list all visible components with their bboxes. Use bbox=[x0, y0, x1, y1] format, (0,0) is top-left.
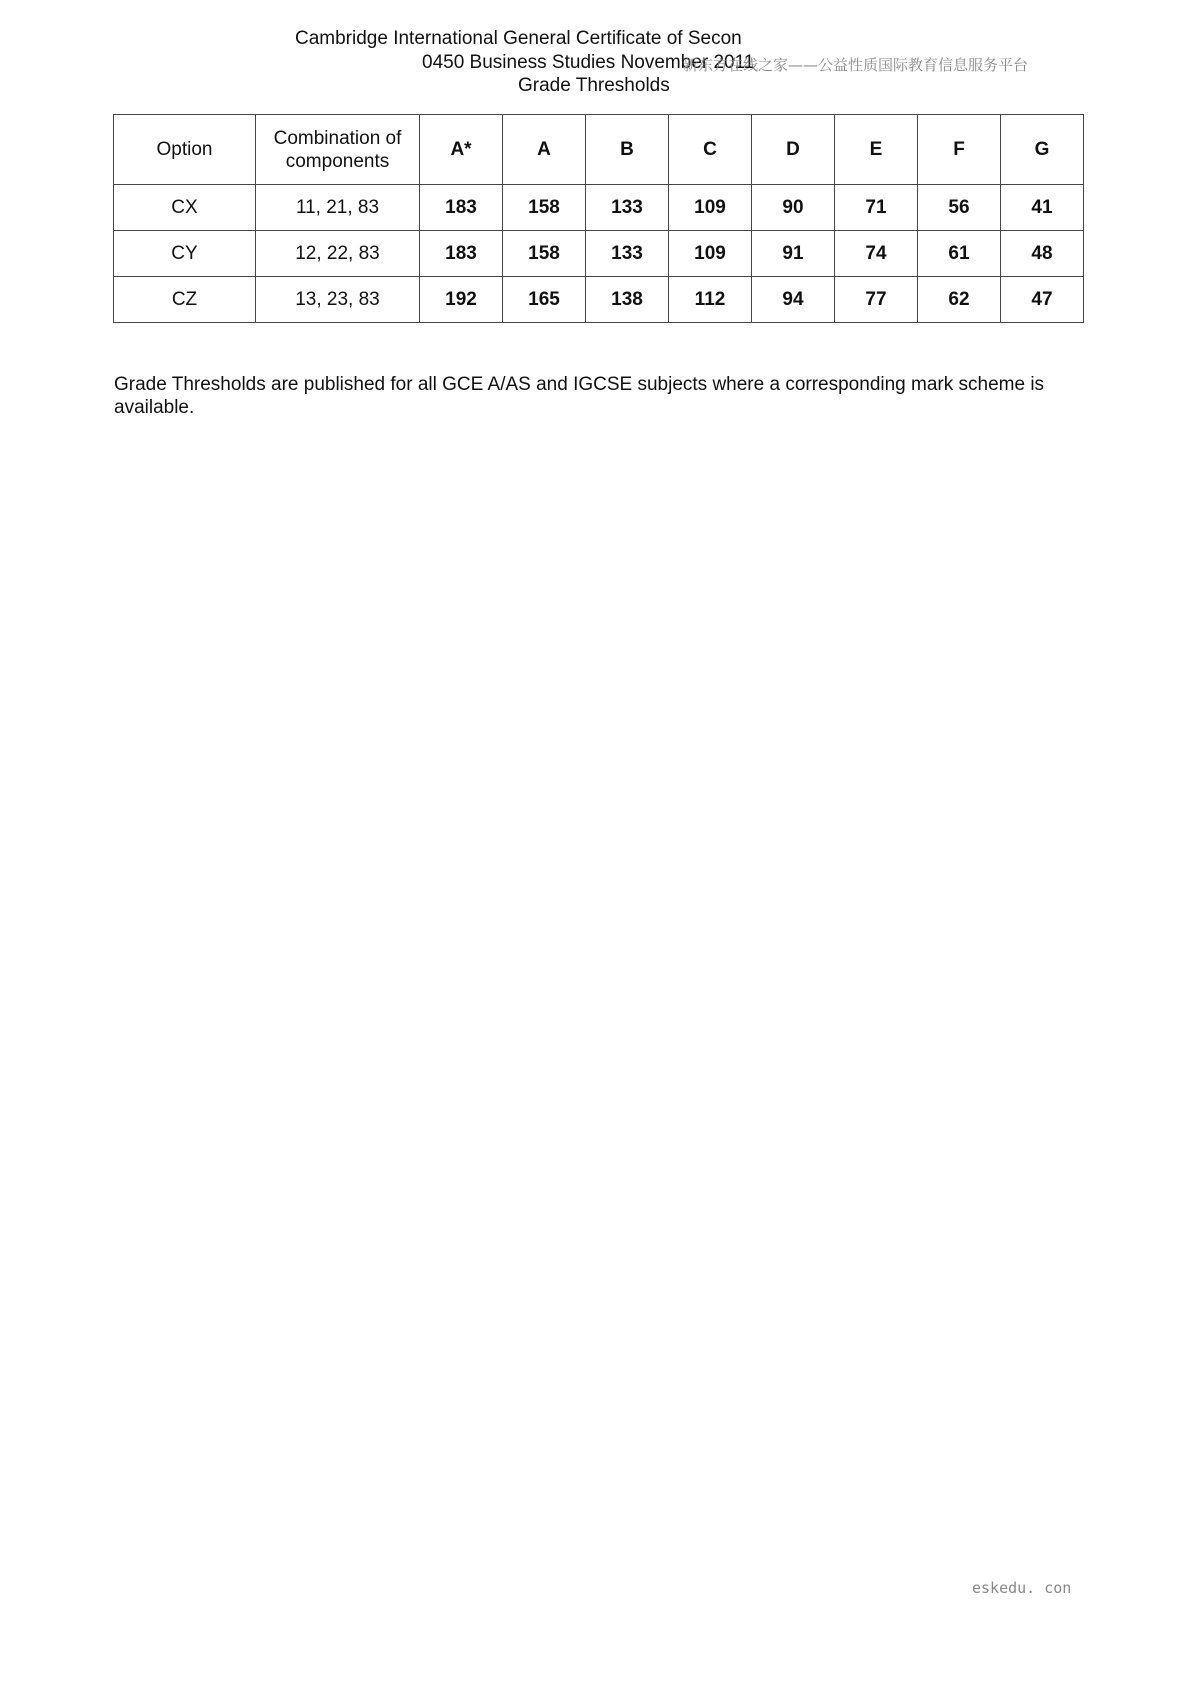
column-header-grade: F bbox=[918, 115, 1001, 185]
column-header-grade: A bbox=[503, 115, 586, 185]
combination-cell: 11, 21, 83 bbox=[256, 185, 420, 231]
column-header-grade: G bbox=[1001, 115, 1084, 185]
column-header-grade: D bbox=[752, 115, 835, 185]
threshold-cell: 94 bbox=[752, 277, 835, 323]
threshold-cell: 62 bbox=[918, 277, 1001, 323]
document-title: Cambridge International General Certificate of Secon bbox=[295, 28, 742, 49]
column-header-grade: A* bbox=[420, 115, 503, 185]
table-header-row bbox=[114, 115, 1084, 185]
column-header-option: Option bbox=[114, 115, 256, 185]
threshold-cell: 109 bbox=[669, 185, 752, 231]
threshold-cell: 138 bbox=[586, 277, 669, 323]
combination-cell: 13, 23, 83 bbox=[256, 277, 420, 323]
table-row bbox=[114, 277, 1084, 323]
threshold-cell: 61 bbox=[918, 231, 1001, 277]
footer-watermark: eskedu. con bbox=[972, 1579, 1072, 1597]
option-cell: CZ bbox=[114, 277, 256, 323]
column-header-grade: E bbox=[835, 115, 918, 185]
threshold-cell: 183 bbox=[420, 231, 503, 277]
document-heading: Grade Thresholds bbox=[518, 75, 670, 96]
threshold-cell: 133 bbox=[586, 231, 669, 277]
column-header-grade: B bbox=[586, 115, 669, 185]
option-cell: CY bbox=[114, 231, 256, 277]
threshold-cell: 192 bbox=[420, 277, 503, 323]
combination-cell: 12, 22, 83 bbox=[256, 231, 420, 277]
threshold-cell: 158 bbox=[503, 185, 586, 231]
threshold-cell: 90 bbox=[752, 185, 835, 231]
threshold-cell: 158 bbox=[503, 231, 586, 277]
threshold-cell: 109 bbox=[669, 231, 752, 277]
column-header-combination: Combination of components bbox=[256, 115, 420, 185]
threshold-cell: 74 bbox=[835, 231, 918, 277]
table-row bbox=[114, 185, 1084, 231]
grade-thresholds-table bbox=[113, 114, 1084, 323]
column-header-grade: C bbox=[669, 115, 752, 185]
threshold-cell: 133 bbox=[586, 185, 669, 231]
document-subtitle: 0450 Business Studies November 2011 bbox=[422, 52, 755, 73]
threshold-cell: 77 bbox=[835, 277, 918, 323]
threshold-cell: 165 bbox=[503, 277, 586, 323]
threshold-cell: 56 bbox=[918, 185, 1001, 231]
option-cell: CX bbox=[114, 185, 256, 231]
threshold-cell: 91 bbox=[752, 231, 835, 277]
threshold-cell: 47 bbox=[1001, 277, 1084, 323]
header-watermark: 新东方在线之家——公益性质国际教育信息服务平台 bbox=[683, 56, 1029, 74]
threshold-cell: 48 bbox=[1001, 231, 1084, 277]
threshold-cell: 71 bbox=[835, 185, 918, 231]
threshold-cell: 112 bbox=[669, 277, 752, 323]
thresholds-note: Grade Thresholds are published for all GCE A/AS and IGCSE subjects where a corresponding mark scheme is available. bbox=[114, 374, 1045, 418]
threshold-cell: 41 bbox=[1001, 185, 1084, 231]
table-row bbox=[114, 231, 1084, 277]
threshold-cell: 183 bbox=[420, 185, 503, 231]
